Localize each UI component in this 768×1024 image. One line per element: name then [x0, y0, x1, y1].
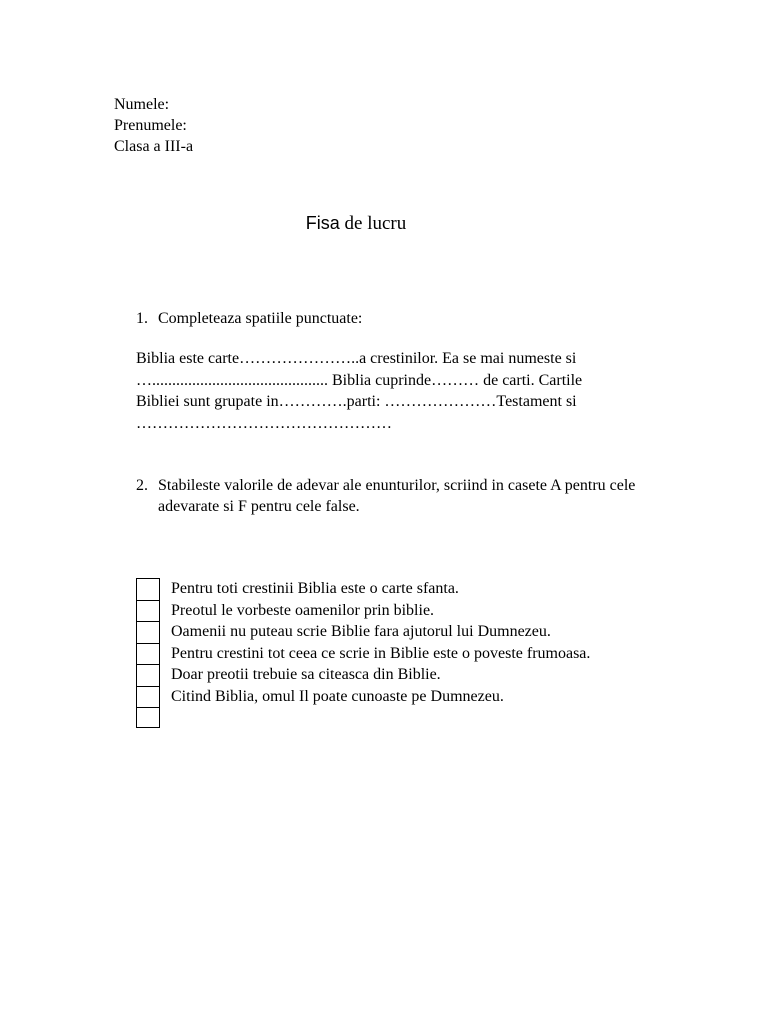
statement-text: Citind Biblia, omul Il poate cunoaste pe Dumnezeu.	[171, 687, 504, 705]
surname-label: Prenumele:	[114, 117, 187, 134]
statement-text: Preotul le vorbeste oamenilor prin biblie.	[171, 601, 435, 619]
statement-text: Oamenii nu puteau scrie Biblie fara ajutorul lui Dumnezeu.	[171, 623, 551, 640]
statement-row	[136, 686, 504, 708]
statement-row	[136, 664, 441, 686]
fill-line-2: …............................................ Biblia cuprinde……… de carti. Cartile	[136, 371, 583, 389]
question-2-prompt: Stabileste valorile de adevar ale enunturilor, scriind in casete A pentru cele adevarate si F pentru cele false.	[158, 477, 636, 515]
page-title	[0, 213, 712, 235]
class-label: Clasa a III-a	[114, 138, 194, 155]
fill-in-text	[136, 348, 696, 434]
fill-line-4: …………………………………………	[136, 414, 392, 432]
question-1-number: 1.	[136, 310, 148, 327]
statements-list	[136, 578, 591, 728]
statement-row	[136, 578, 459, 600]
statement-row	[136, 600, 435, 622]
statement-row	[136, 643, 591, 665]
statement-text: Pentru crestini tot ceea ce scrie in Biblie este o poveste frumoasa.	[171, 644, 591, 662]
title-rest: de lucru	[339, 213, 407, 234]
question-1-prompt: Completeaza spatiile punctuate:	[158, 310, 363, 327]
fill-line-1: Biblia este carte…………………..a crestinilor. Ea se mai numeste si	[136, 350, 577, 367]
answer-box[interactable]	[136, 664, 160, 686]
question-1	[136, 308, 696, 329]
fill-line-3: Bibliei sunt grupate in………….parti: …………………Testament si	[136, 393, 577, 410]
answer-box[interactable]	[136, 600, 160, 622]
answer-box[interactable]	[136, 686, 160, 708]
answer-box-blank[interactable]	[136, 707, 160, 728]
answer-box[interactable]	[136, 578, 160, 600]
name-label: Numele:	[114, 96, 170, 113]
student-header	[114, 94, 193, 157]
statement-row	[136, 621, 551, 643]
title-word: Fisa	[305, 213, 340, 233]
statement-text: Doar preotii trebuie sa citeasca din Biblie.	[171, 666, 441, 683]
question-2-number: 2.	[136, 477, 148, 494]
statement-text: Pentru toti crestinii Biblia este o carte sfanta.	[171, 580, 459, 597]
answer-box[interactable]	[136, 643, 160, 665]
answer-box[interactable]	[136, 621, 160, 643]
question-2	[136, 475, 696, 517]
